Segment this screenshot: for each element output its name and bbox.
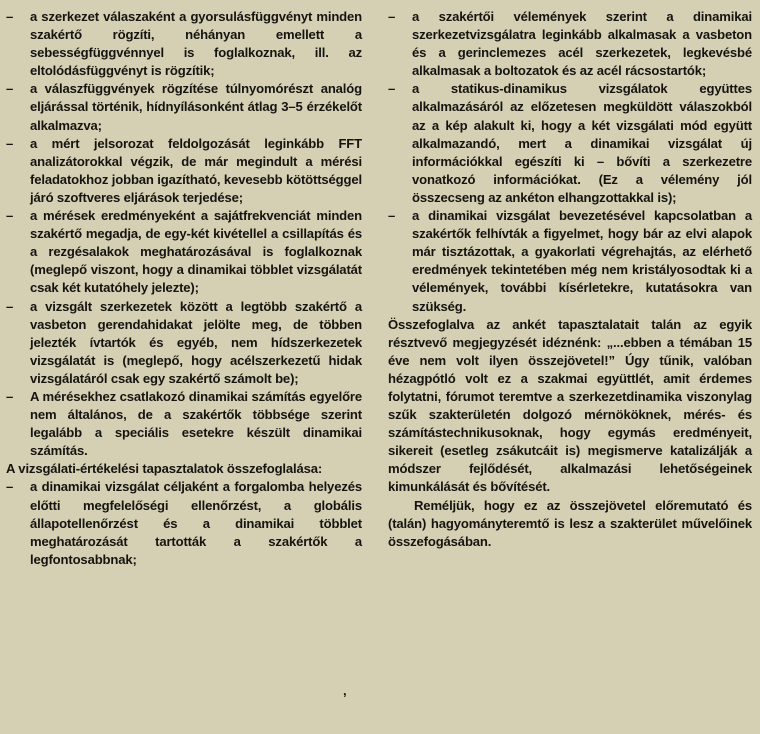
section-heading: A vizsgálati-értékelési tapasztalatok összefoglalása:	[6, 461, 323, 477]
dash-bullet: –	[6, 388, 14, 404]
list-item-text: a dinamikai vizsgálat céljaként a forgalomba helyezés előtti megfelelőségi ellenőrzést, a globális állapotellenőrzést és a dinamikai többlet meghatározását tartották a szakértők a legfontosabbnak;	[30, 479, 362, 567]
left-column	[6, 8, 362, 569]
list-item-text: a mért jelsorozat feldolgozását leginkább FFT analizátorokkal végzik, de már megindult a mérési feladatokhoz jobban igazítható, kevesebb kötöttséggel járó szoftveres eljárások terjedése;	[30, 135, 362, 205]
stray-mark: ,	[343, 683, 347, 698]
list-item	[388, 8, 752, 80]
list-item	[6, 478, 362, 568]
dash-bullet: –	[6, 208, 14, 224]
right-column	[388, 8, 752, 551]
list-item-text: A mérésekhez csatlakozó dinamikai számítás egyelőre nem általános, de a szakértők többsége szerint legalább a speciális esetekre készült dinamikai számítás.	[30, 388, 362, 459]
list-item	[6, 80, 362, 134]
summary-paragraph: Összefoglalva az ankét tapasztalatait talán az egyik résztvevő megjegyzését idéznénk: „...ebben a témában 15 éve nem volt ilyen összejövetel!” Úgy tűnik, valóban hézagpótló volt ez a szakmai együttlét, amit érdemes folytatni, fórumot teremtve a szerkezetdinamika viszonylag szűk szakterületén dolgozó mérnököknek, mérés- és számítástechnikusoknak, hogy egymás eredményeit, sikereit (esetleg zsákutcáit is) megismerve katalizálják a módszer fejlődését, alkalmazási lehetőségeinek kimunkálását és bővítését.	[388, 316, 752, 495]
list-item	[388, 207, 752, 316]
list-item-text: a szerkezet válaszaként a gyorsulásfüggvényt minden szakértő rögzíti, néhányan emellett a sebességfüggvénnyel is foglalkoznak, ill. az eltolódásfüggvényt is rögzítik;	[30, 9, 362, 79]
list-item-text: a vizsgált szerkezetek között a legtöbb szakértő a vasbeton gerendahidakat jelölte meg, de többen jelezték ívtartók és egyéb, nem hídszerkezetek vizsgálatát is (meglepő, hogy acélszerkezetű hidak vizsgálatáról csak egy szakértő számolt be);	[30, 298, 362, 386]
list-item-text: a válaszfüggvények rögzítése túlnyomórészt analóg eljárással történik, hídnyílásonként átlag 3–5 érzékelőt alkalmazva;	[30, 81, 362, 133]
list-item-text: a dinamikai vizsgálat bevezetésével kapcsolatban a szakértők felhívták a figyelmet, hogy bár az elvi alapok már tisztázottak, a gyakorlati végrehajtás, az elérhető eredmények tekintetében még nem kristályosodtak ki a vélemények, további kísérletekre, kutatásokra van szükség.	[412, 208, 752, 314]
dash-bullet: –	[6, 81, 14, 97]
list-item	[6, 388, 362, 460]
dash-bullet: –	[6, 9, 14, 24]
dash-bullet: –	[388, 9, 396, 24]
dash-bullet: –	[6, 298, 14, 314]
list-item	[6, 207, 362, 297]
dash-bullet: –	[388, 81, 396, 97]
list-item	[6, 298, 362, 388]
dash-bullet: –	[6, 479, 14, 495]
list-item	[388, 80, 752, 207]
list-item-text: a mérések eredményeként a sajátfrekvenciát minden szakértő megadja, de egy-két kivétellel a csillapítás és a rezgésalakok meghatározásával is foglalkoznak (meglepő viszont, hogy a dinamikai többlet vizsgálatát csak két kutatóhely jelezte);	[30, 208, 362, 296]
dash-bullet: –	[388, 208, 396, 224]
list-item-text: a statikus-dinamikus vizsgálatok együttes alkalmazásáról az előzetesen megküldött válaszokból az a kép alakult ki, hogy a két vizsgálati mód együtt alkalmazandó, mert a dinamikai vizsgálat új információkkal egészíti ki – bővíti a szerkezetre vonatkozó információkat. (Ez a vélemény jól összecseng az ankéton elhangzottakkal is);	[412, 81, 752, 205]
dash-bullet: –	[6, 135, 14, 151]
list-item	[6, 8, 362, 80]
list-item-text: a szakértői vélemények szerint a dinamikai szerkezetvizsgálatra leginkább alkalmasak a vasbeton és a gerinclemezes acél szerkezetek, legkevésbé alkalmasak a boltozatok és az acél rácsostartók;	[412, 9, 752, 79]
list-item	[6, 135, 362, 207]
closing-paragraph: Reméljük, hogy ez az összejövetel előremutató és (talán) hagyományteremtő is lesz a szakterület művelőinek összefogásában.	[388, 497, 752, 549]
